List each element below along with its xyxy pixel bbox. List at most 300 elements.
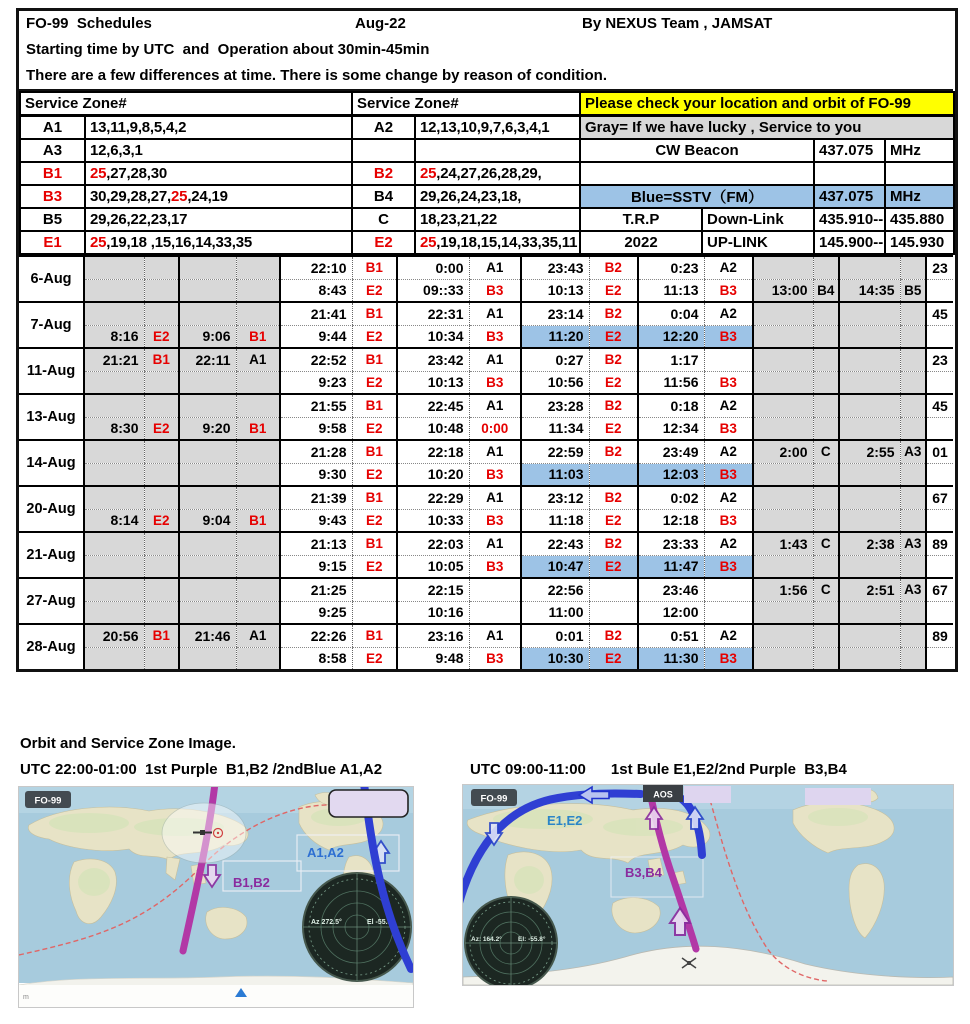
zone-list-segment: 30,29,28,27, (90, 188, 172, 205)
schedule-code-cell: B1 (236, 325, 280, 348)
schedule-code-cell: B3 (704, 647, 753, 669)
subtitle-1: Starting time by UTC and Operation about 30min-45min (26, 41, 430, 58)
schedule-time-cell: 23:42 (397, 348, 469, 371)
sheet-title: FO-99 Schedules (26, 15, 152, 32)
schedule-code-cell (144, 256, 179, 279)
schedule-code-cell: E2 (352, 325, 397, 348)
zone-list-segment: 12,6,3,1 (90, 142, 143, 159)
schedule-code-cell: B2 (589, 624, 638, 647)
info-label: CW Beacon (580, 139, 814, 162)
schedule-date: 7-Aug (19, 302, 84, 348)
schedule-code-cell: E2 (589, 647, 638, 669)
schedule-code-cell: B1 (144, 348, 179, 371)
pass-schedule-table (19, 255, 953, 669)
schedule-time-cell: 9:30 (280, 463, 352, 486)
schedule-time-cell (84, 647, 144, 669)
schedule-time-cell (179, 486, 236, 509)
schedule-code-cell: B1 (352, 532, 397, 555)
schedule-time-cell: 8:16 (84, 325, 144, 348)
schedule-time-cell: 21:28 (280, 440, 352, 463)
schedule-date: 13-Aug (19, 394, 84, 440)
schedule-row (19, 578, 953, 601)
schedule-code-cell: A2 (704, 486, 753, 509)
schedule-code-cell (813, 394, 839, 417)
schedule-time-cell (839, 417, 900, 440)
schedule-date: 27-Aug (19, 578, 84, 624)
schedule-code-cell (900, 348, 926, 371)
schedule-time-cell: 23:46 (638, 578, 704, 601)
scale-unit-label: m (23, 994, 29, 1001)
schedule-code-cell: B1 (236, 417, 280, 440)
orbit-number-badge: 23 (926, 348, 953, 371)
schedule-time-cell: 11:03 (521, 463, 589, 486)
zone-list-segment: ,19,18 ,15,16,14,33,35 (106, 234, 253, 251)
schedule-row (19, 624, 953, 647)
orbit-number-badge-empty (926, 371, 953, 394)
schedule-time-cell: 0:18 (638, 394, 704, 417)
zone-list (415, 185, 580, 208)
zone-code: A2 (352, 116, 415, 140)
info-sublabel: UP-LINK (702, 231, 814, 254)
schedule-time-cell: 1:56 (753, 578, 813, 601)
schedule-code-cell: C (813, 440, 839, 463)
schedule-code-cell (813, 601, 839, 624)
schedule-time-cell (84, 279, 144, 302)
schedule-code-cell: A1 (469, 532, 521, 555)
schedule-code-cell: B1 (144, 624, 179, 647)
zone-list (85, 208, 352, 231)
schedule-time-cell: 0:23 (638, 256, 704, 279)
schedule-time-cell: 22:29 (397, 486, 469, 509)
schedule-code-cell: B3 (469, 463, 521, 486)
schedule-row (19, 555, 953, 578)
schedule-time-cell: 22:26 (280, 624, 352, 647)
schedule-code-cell: B2 (589, 394, 638, 417)
schedule-time-cell (179, 279, 236, 302)
schedule-code-cell: A2 (704, 256, 753, 279)
schedule-time-cell (179, 302, 236, 325)
schedule-time-cell: 9:25 (280, 601, 352, 624)
schedule-time-cell: 21:39 (280, 486, 352, 509)
schedule-time-cell: 23:28 (521, 394, 589, 417)
schedule-row (19, 394, 953, 417)
map-left-caption: UTC 22:00-01:00 1st Purple B1,B2 /2ndBlue A1,A2 (20, 761, 383, 778)
schedule-time-cell (179, 394, 236, 417)
schedule-code-cell (813, 256, 839, 279)
zone-list-segment: 12,13,10,9,7,6,3,4,1 (420, 119, 550, 136)
zone-code (352, 139, 415, 162)
schedule-date: 14-Aug (19, 440, 84, 486)
schedule-time-cell (753, 647, 813, 669)
schedule-time-cell: 22:11 (179, 348, 236, 371)
orbit-number-badge-empty (926, 325, 953, 348)
schedule-code-cell (900, 302, 926, 325)
schedule-code-cell (589, 463, 638, 486)
schedule-code-cell: E2 (144, 325, 179, 348)
zone-list (415, 116, 580, 140)
orbit-number-badge: 01 (926, 440, 953, 463)
schedule-row (19, 371, 953, 394)
radar-az-right: Az: 164.2° (471, 936, 502, 943)
schedule-code-cell (236, 371, 280, 394)
schedule-time-cell: 14:35 (839, 279, 900, 302)
zone-row (20, 116, 954, 140)
subtitle-2: There are a few differences at time. There is some change by reason of condition. (26, 67, 608, 84)
schedule-time-cell: 8:30 (84, 417, 144, 440)
orbit-number-badge: 67 (926, 486, 953, 509)
schedule-code-cell: E2 (589, 371, 638, 394)
aos-badge-label: AOS (653, 789, 673, 800)
info-empty-cell (814, 162, 885, 185)
schedule-row (19, 325, 953, 348)
frequency-value: 145.930 (885, 231, 954, 254)
schedule-time-cell: 10:33 (397, 509, 469, 532)
schedule-code-cell: B1 (236, 509, 280, 532)
schedule-code-cell: B3 (469, 325, 521, 348)
schedule-date: 20-Aug (19, 486, 84, 532)
schedule-code-cell: A1 (469, 348, 521, 371)
schedule-time-cell: 9:23 (280, 371, 352, 394)
schedule-code-cell (236, 463, 280, 486)
schedule-time-cell (179, 463, 236, 486)
schedule-time-cell (179, 555, 236, 578)
info-label: Blue=SSTV（FM） (580, 185, 814, 208)
service-zone-label-right: Service Zone# (352, 92, 580, 116)
schedule-time-cell: 10:30 (521, 647, 589, 669)
track-label-blue-right: E1,E2 (547, 813, 583, 828)
schedule-time-cell (839, 509, 900, 532)
schedule-time-cell: 21:46 (179, 624, 236, 647)
schedule-row (19, 440, 953, 463)
schedule-code-cell (144, 279, 179, 302)
schedule-code-cell (813, 486, 839, 509)
schedule-time-cell (753, 486, 813, 509)
info-popup-box (329, 790, 408, 817)
schedule-time-cell (84, 256, 144, 279)
schedule-code-cell: E2 (352, 463, 397, 486)
schedule-time-cell: 22:52 (280, 348, 352, 371)
schedule-time-cell (753, 325, 813, 348)
location-notice: Please check your location and orbit of FO-99 (580, 92, 954, 116)
map-right-caption: UTC 09:00-11:00 1st Bule E1,E2/2nd Purple B3,B4 (470, 761, 847, 778)
schedule-row (19, 532, 953, 555)
schedule-code-cell: B3 (469, 279, 521, 302)
schedule-time-cell: 12:20 (638, 325, 704, 348)
schedule-time-cell: 0:02 (638, 486, 704, 509)
schedule-code-cell: E2 (352, 647, 397, 669)
schedule-code-cell: B3 (704, 279, 753, 302)
zone-code: B5 (20, 208, 85, 231)
zone-list (415, 231, 580, 254)
schedule-row (19, 509, 953, 532)
world-map-right-svg (463, 785, 953, 985)
world-map-left-svg (19, 787, 413, 1007)
schedule-code-cell: A2 (704, 302, 753, 325)
zone-list-segment: ,24,19 (187, 188, 228, 205)
schedule-row (19, 279, 953, 302)
schedule-code-cell: A1 (469, 440, 521, 463)
schedule-code-cell (469, 578, 521, 601)
schedule-code-cell: A3 (900, 578, 926, 601)
schedule-time-cell: 21:25 (280, 578, 352, 601)
schedule-time-cell: 09::33 (397, 279, 469, 302)
schedule-code-cell: E2 (144, 509, 179, 532)
schedule-time-cell: 11:47 (638, 555, 704, 578)
schedule-time-cell: 22:31 (397, 302, 469, 325)
zone-row (20, 162, 954, 185)
schedule-time-cell (179, 647, 236, 669)
schedule-row (19, 647, 953, 669)
frequency-value: 435.910-- (814, 208, 885, 231)
schedule-code-cell: B3 (704, 417, 753, 440)
schedule-code-cell: B1 (352, 394, 397, 417)
schedule-time-cell: 9:06 (179, 325, 236, 348)
radar-el-right: El: -55.8° (518, 936, 546, 943)
schedule-time-cell: 10:05 (397, 555, 469, 578)
sheet-month: Aug-22 (355, 15, 406, 32)
zone-list (415, 208, 580, 231)
schedule-code-cell (813, 555, 839, 578)
schedule-time-cell: 2:55 (839, 440, 900, 463)
schedule-code-cell: A3 (900, 440, 926, 463)
schedule-time-cell: 21:13 (280, 532, 352, 555)
schedule-code-cell: B3 (704, 555, 753, 578)
schedule-code-cell: B3 (704, 371, 753, 394)
zone-list (415, 139, 580, 162)
schedule-code-cell: B3 (469, 647, 521, 669)
schedule-time-cell (84, 532, 144, 555)
schedule-time-cell: 10:56 (521, 371, 589, 394)
schedule-time-cell: 0:04 (638, 302, 704, 325)
schedule-time-cell: 1:43 (753, 532, 813, 555)
zone-list-segment: 25 (420, 234, 437, 251)
zone-code: B3 (20, 185, 85, 208)
schedule-time-cell: 21:21 (84, 348, 144, 371)
schedule-time-cell: 10:34 (397, 325, 469, 348)
schedule-code-cell: A1 (236, 348, 280, 371)
schedule-code-cell: A1 (469, 394, 521, 417)
info-empty-cell (580, 162, 814, 185)
frequency-value: 437.075 (814, 185, 885, 208)
schedule-code-cell: A1 (469, 624, 521, 647)
radar-az-left: Az 272.5° (311, 919, 342, 926)
schedule-code-cell (144, 371, 179, 394)
schedule-code-cell: B1 (352, 348, 397, 371)
schedule-time-cell (753, 624, 813, 647)
orbit-number-badge: 45 (926, 302, 953, 325)
schedule-code-cell: B2 (589, 532, 638, 555)
schedule-sheet (16, 8, 958, 672)
schedule-code-cell: A1 (469, 486, 521, 509)
schedule-code-cell: C (813, 532, 839, 555)
schedule-code-cell (144, 647, 179, 669)
schedule-time-cell: 9:44 (280, 325, 352, 348)
radar-widget-right (465, 897, 557, 985)
zone-code: C (352, 208, 415, 231)
zone-list-segment: 29,26,22,23,17 (90, 211, 188, 228)
schedule-code-cell (900, 394, 926, 417)
schedule-code-cell (236, 601, 280, 624)
schedule-code-cell: B2 (589, 486, 638, 509)
schedule-time-cell: 0:01 (521, 624, 589, 647)
zone-code: B4 (352, 185, 415, 208)
schedule-code-cell (813, 348, 839, 371)
schedule-code-cell: A1 (469, 256, 521, 279)
schedule-time-cell (753, 463, 813, 486)
schedule-code-cell (236, 486, 280, 509)
schedule-date: 11-Aug (19, 348, 84, 394)
schedule-time-cell: 22:15 (397, 578, 469, 601)
schedule-time-cell (179, 371, 236, 394)
frequency-unit: MHz (885, 139, 954, 162)
schedule-code-cell (144, 486, 179, 509)
schedule-time-cell: 10:20 (397, 463, 469, 486)
schedule-time-cell: 22:45 (397, 394, 469, 417)
schedule-code-cell: A2 (704, 440, 753, 463)
schedule-time-cell (753, 348, 813, 371)
schedule-code-cell: E2 (589, 417, 638, 440)
schedule-code-cell: E2 (352, 555, 397, 578)
schedule-time-cell: 9:43 (280, 509, 352, 532)
zone-list-segment: 25 (90, 234, 107, 251)
schedule-code-cell (144, 463, 179, 486)
schedule-code-cell: B1 (352, 624, 397, 647)
orbit-map-right (462, 784, 954, 986)
schedule-time-cell (84, 394, 144, 417)
schedule-code-cell: B1 (352, 440, 397, 463)
schedule-code-cell: B3 (704, 463, 753, 486)
schedule-time-cell (179, 601, 236, 624)
map-footer-strip (19, 985, 413, 1007)
schedule-code-cell: A3 (900, 532, 926, 555)
schedule-code-cell: 0:00 (469, 417, 521, 440)
schedule-code-cell: B3 (469, 371, 521, 394)
schedule-time-cell: 9:48 (397, 647, 469, 669)
schedule-code-cell (900, 325, 926, 348)
schedule-code-cell (813, 371, 839, 394)
orbit-number-badge-empty (926, 417, 953, 440)
schedule-time-cell: 11:30 (638, 647, 704, 669)
schedule-time-cell: 20:56 (84, 624, 144, 647)
schedule-time-cell: 2:38 (839, 532, 900, 555)
schedule-time-cell: 12:03 (638, 463, 704, 486)
schedule-code-cell: A2 (704, 624, 753, 647)
service-zone-label-left: Service Zone# (20, 92, 352, 116)
schedule-code-cell (813, 302, 839, 325)
orbit-number-badge: 89 (926, 624, 953, 647)
info-box-1 (684, 786, 731, 803)
schedule-time-cell: 2:00 (753, 440, 813, 463)
schedule-time-cell: 9:15 (280, 555, 352, 578)
zone-code: A1 (20, 116, 85, 140)
schedule-time-cell: 21:41 (280, 302, 352, 325)
schedule-code-cell (589, 578, 638, 601)
schedule-time-cell: 10:13 (397, 371, 469, 394)
schedule-code-cell: B3 (469, 555, 521, 578)
info-sublabel: Down-Link (702, 208, 814, 231)
schedule-time-cell: 22:59 (521, 440, 589, 463)
schedule-time-cell (179, 440, 236, 463)
schedule-time-cell (839, 371, 900, 394)
schedule-code-cell (352, 578, 397, 601)
schedule-time-cell: 8:43 (280, 279, 352, 302)
schedule-code-cell (813, 509, 839, 532)
schedule-code-cell: B1 (352, 256, 397, 279)
schedule-code-cell (144, 440, 179, 463)
schedule-time-cell (839, 256, 900, 279)
schedule-code-cell: E2 (589, 555, 638, 578)
info-label: T.R.P (580, 208, 702, 231)
sheet-author: By NEXUS Team , JAMSAT (582, 15, 773, 32)
schedule-code-cell (900, 463, 926, 486)
schedule-code-cell: B3 (704, 325, 753, 348)
schedule-time-cell: 10:16 (397, 601, 469, 624)
schedule-time-cell (179, 532, 236, 555)
schedule-code-cell (900, 256, 926, 279)
info-box-2 (805, 788, 871, 805)
schedule-time-cell (84, 555, 144, 578)
schedule-code-cell (900, 486, 926, 509)
zone-list-segment: 25 (90, 165, 107, 182)
schedule-time-cell: 22:03 (397, 532, 469, 555)
zone-row (20, 139, 954, 162)
schedule-time-cell: 10:47 (521, 555, 589, 578)
schedule-time-cell (753, 555, 813, 578)
zone-row (20, 208, 954, 231)
schedule-time-cell: 8:58 (280, 647, 352, 669)
schedule-code-cell: B2 (589, 256, 638, 279)
schedule-code-cell (900, 417, 926, 440)
schedule-row (19, 601, 953, 624)
service-zone-header-row (20, 92, 954, 116)
schedule-code-cell: B1 (352, 302, 397, 325)
schedule-time-cell: 22:10 (280, 256, 352, 279)
schedule-code-cell (236, 279, 280, 302)
fo99-badge-left-label: FO-99 (34, 795, 62, 807)
track-label-purple-left: B1,B2 (233, 875, 270, 890)
schedule-date: 21-Aug (19, 532, 84, 578)
schedule-code-cell (236, 578, 280, 601)
schedule-time-cell: 9:20 (179, 417, 236, 440)
zone-list-segment: 25 (420, 165, 437, 182)
orbit-number-badge-empty (926, 647, 953, 669)
schedule-code-cell (813, 624, 839, 647)
schedule-code-cell: E2 (352, 509, 397, 532)
schedule-time-cell (753, 256, 813, 279)
schedule-row (19, 463, 953, 486)
schedule-time-cell (84, 440, 144, 463)
schedule-code-cell (144, 555, 179, 578)
schedule-time-cell (839, 624, 900, 647)
schedule-code-cell: C (813, 578, 839, 601)
schedule-code-cell (900, 647, 926, 669)
info-empty-cell (885, 162, 954, 185)
schedule-time-cell: 10:48 (397, 417, 469, 440)
schedule-time-cell (839, 302, 900, 325)
schedule-code-cell (144, 601, 179, 624)
schedule-time-cell (753, 417, 813, 440)
schedule-time-cell (84, 463, 144, 486)
schedule-time-cell: 11:13 (638, 279, 704, 302)
schedule-code-cell (144, 302, 179, 325)
schedule-code-cell (469, 601, 521, 624)
schedule-code-cell: B4 (813, 279, 839, 302)
schedule-code-cell: B3 (704, 509, 753, 532)
title-block (19, 11, 953, 91)
orbit-number-badge: 67 (926, 578, 953, 601)
frequency-unit: MHz (885, 185, 954, 208)
schedule-time-cell (839, 325, 900, 348)
